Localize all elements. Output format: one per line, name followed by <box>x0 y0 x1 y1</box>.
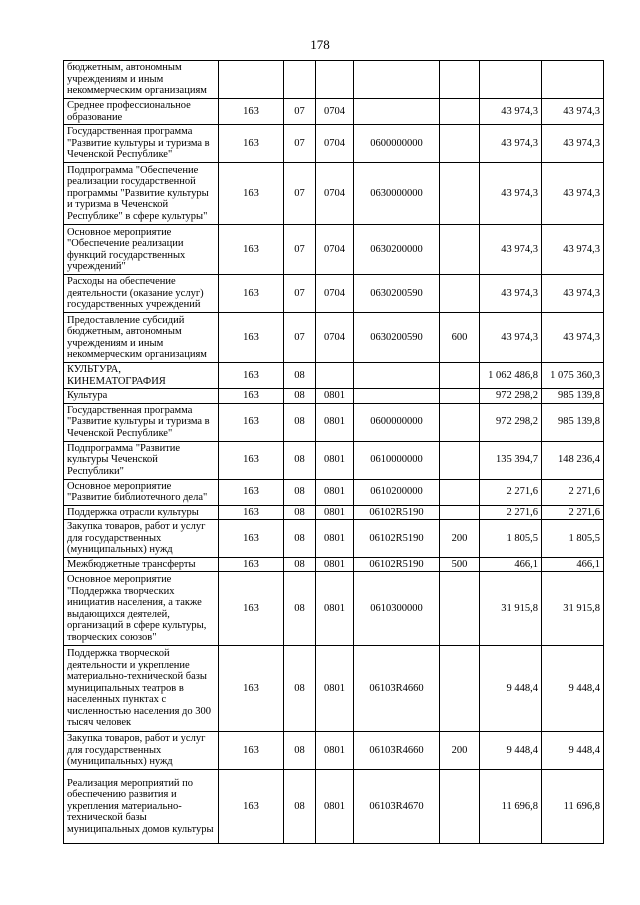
cell-vr <box>440 275 480 313</box>
cell-sum1 <box>480 61 542 99</box>
cell-vr <box>440 225 480 275</box>
cell-ved: 163 <box>219 646 284 732</box>
cell-sum1: 972 298,2 <box>480 403 542 441</box>
cell-pr: 0704 <box>316 313 354 363</box>
cell-sum1: 11 696,8 <box>480 770 542 844</box>
cell-vr: 500 <box>440 557 480 572</box>
cell-csr: 0610200000 <box>354 479 440 505</box>
cell-sum2: 2 271,6 <box>542 479 604 505</box>
cell-csr: 06103R4660 <box>354 646 440 732</box>
cell-ved: 163 <box>219 163 284 225</box>
cell-pr <box>316 363 354 389</box>
cell-ved: 163 <box>219 363 284 389</box>
table-row <box>64 225 604 275</box>
cell-name: Культура <box>64 389 219 404</box>
cell-rz: 08 <box>284 505 316 520</box>
cell-pr: 0704 <box>316 163 354 225</box>
cell-pr: 0704 <box>316 275 354 313</box>
cell-sum1: 43 974,3 <box>480 313 542 363</box>
cell-ved <box>219 61 284 99</box>
cell-csr: 0630200590 <box>354 275 440 313</box>
table-row <box>64 99 604 125</box>
cell-rz: 08 <box>284 441 316 479</box>
table-row <box>64 313 604 363</box>
cell-vr <box>440 646 480 732</box>
cell-sum1: 9 448,4 <box>480 646 542 732</box>
cell-name: Предоставление субсидий бюджетным, автономным учреждениям и иным некоммерческим организациям <box>64 313 219 363</box>
cell-vr <box>440 403 480 441</box>
cell-vr: 600 <box>440 313 480 363</box>
cell-pr: 0801 <box>316 389 354 404</box>
cell-ved: 163 <box>219 732 284 770</box>
cell-pr: 0704 <box>316 125 354 163</box>
cell-csr <box>354 363 440 389</box>
cell-csr <box>354 389 440 404</box>
cell-ved: 163 <box>219 572 284 646</box>
cell-ved: 163 <box>219 313 284 363</box>
cell-pr: 0801 <box>316 572 354 646</box>
cell-csr: 06103R4660 <box>354 732 440 770</box>
cell-vr <box>440 125 480 163</box>
cell-ved: 163 <box>219 770 284 844</box>
cell-sum2: 2 271,6 <box>542 505 604 520</box>
cell-vr <box>440 99 480 125</box>
cell-ved: 163 <box>219 403 284 441</box>
table-row <box>64 403 604 441</box>
cell-csr: 0600000000 <box>354 125 440 163</box>
cell-sum1: 1 805,5 <box>480 520 542 558</box>
cell-vr <box>440 163 480 225</box>
cell-csr: 06102R5190 <box>354 520 440 558</box>
cell-sum1: 135 394,7 <box>480 441 542 479</box>
table-row <box>64 275 604 313</box>
cell-vr <box>440 389 480 404</box>
table-body <box>64 61 604 844</box>
cell-sum1: 43 974,3 <box>480 163 542 225</box>
cell-name: Основное мероприятие "Развитие библиотечного дела" <box>64 479 219 505</box>
cell-csr: 0630200000 <box>354 225 440 275</box>
cell-name: Основное мероприятие "Поддержка творческих инициатив населения, а также выдающихся деятелей, организаций в сфере культуры, творческих союзов" <box>64 572 219 646</box>
cell-rz: 07 <box>284 125 316 163</box>
cell-sum2 <box>542 61 604 99</box>
cell-rz: 08 <box>284 770 316 844</box>
cell-ved: 163 <box>219 225 284 275</box>
cell-rz: 07 <box>284 275 316 313</box>
table-row <box>64 770 604 844</box>
cell-ved: 163 <box>219 441 284 479</box>
cell-sum1: 972 298,2 <box>480 389 542 404</box>
cell-sum2: 43 974,3 <box>542 163 604 225</box>
cell-vr <box>440 479 480 505</box>
cell-sum2: 1 075 360,3 <box>542 363 604 389</box>
cell-ved: 163 <box>219 505 284 520</box>
cell-sum2: 11 696,8 <box>542 770 604 844</box>
cell-ved: 163 <box>219 479 284 505</box>
table-row <box>64 479 604 505</box>
cell-rz: 08 <box>284 479 316 505</box>
cell-pr: 0801 <box>316 732 354 770</box>
cell-pr: 0801 <box>316 403 354 441</box>
cell-csr <box>354 99 440 125</box>
cell-ved: 163 <box>219 557 284 572</box>
cell-sum1: 43 974,3 <box>480 99 542 125</box>
table-row <box>64 125 604 163</box>
cell-name: бюджетным, автономным учреждениям и иным некоммерческим организациям <box>64 61 219 99</box>
cell-sum2: 466,1 <box>542 557 604 572</box>
cell-name: Реализация мероприятий по обеспечению развития и укрепления материально-технической базы муниципальных домов культуры <box>64 770 219 844</box>
cell-rz: 08 <box>284 363 316 389</box>
cell-name: Расходы на обеспечение деятельности (оказание услуг) государственных учреждений <box>64 275 219 313</box>
table-row <box>64 363 604 389</box>
cell-name: Среднее профессиональное образование <box>64 99 219 125</box>
cell-csr: 0630000000 <box>354 163 440 225</box>
cell-sum1: 43 974,3 <box>480 225 542 275</box>
cell-vr <box>440 363 480 389</box>
budget-table <box>63 60 604 844</box>
cell-csr: 0610000000 <box>354 441 440 479</box>
cell-csr: 06102R5190 <box>354 505 440 520</box>
cell-rz: 08 <box>284 646 316 732</box>
table-row <box>64 557 604 572</box>
table-row <box>64 646 604 732</box>
cell-csr: 0600000000 <box>354 403 440 441</box>
cell-sum2: 148 236,4 <box>542 441 604 479</box>
cell-ved: 163 <box>219 99 284 125</box>
cell-vr <box>440 572 480 646</box>
cell-pr: 0801 <box>316 770 354 844</box>
cell-rz: 07 <box>284 313 316 363</box>
cell-csr: 0630200590 <box>354 313 440 363</box>
cell-sum1: 9 448,4 <box>480 732 542 770</box>
table-row <box>64 163 604 225</box>
cell-pr: 0704 <box>316 99 354 125</box>
table-row <box>64 441 604 479</box>
cell-sum2: 43 974,3 <box>542 99 604 125</box>
cell-sum2: 43 974,3 <box>542 125 604 163</box>
cell-ved: 163 <box>219 389 284 404</box>
cell-sum2: 985 139,8 <box>542 389 604 404</box>
cell-rz: 08 <box>284 732 316 770</box>
cell-sum2: 1 805,5 <box>542 520 604 558</box>
cell-pr: 0801 <box>316 520 354 558</box>
cell-sum2: 9 448,4 <box>542 732 604 770</box>
cell-rz: 08 <box>284 403 316 441</box>
cell-name: Закупка товаров, работ и услуг для государственных (муниципальных) нужд <box>64 520 219 558</box>
cell-csr <box>354 61 440 99</box>
cell-sum1: 466,1 <box>480 557 542 572</box>
cell-name: Государственная программа "Развитие культуры и туризма в Чеченской Республике" <box>64 125 219 163</box>
cell-csr: 06102R5190 <box>354 557 440 572</box>
cell-sum1: 1 062 486,8 <box>480 363 542 389</box>
cell-sum2: 43 974,3 <box>542 275 604 313</box>
table-row <box>64 572 604 646</box>
cell-csr: 06103R4670 <box>354 770 440 844</box>
cell-name: КУЛЬТУРА, КИНЕМАТОГРАФИЯ <box>64 363 219 389</box>
cell-rz: 08 <box>284 389 316 404</box>
cell-name: Поддержка отрасли культуры <box>64 505 219 520</box>
cell-csr: 0610300000 <box>354 572 440 646</box>
cell-sum1: 2 271,6 <box>480 505 542 520</box>
cell-sum2: 31 915,8 <box>542 572 604 646</box>
table-row <box>64 505 604 520</box>
table-row <box>64 520 604 558</box>
cell-name: Поддержка творческой деятельности и укрепление материально-технической базы муниципальных театров в населенных пунктах с численностью населения до 300 тысяч человек <box>64 646 219 732</box>
table-row <box>64 389 604 404</box>
cell-sum2: 9 448,4 <box>542 646 604 732</box>
cell-name: Государственная программа "Развитие культуры и туризма в Чеченской Республике" <box>64 403 219 441</box>
cell-ved: 163 <box>219 275 284 313</box>
cell-sum2: 985 139,8 <box>542 403 604 441</box>
cell-vr: 200 <box>440 732 480 770</box>
cell-sum1: 31 915,8 <box>480 572 542 646</box>
cell-ved: 163 <box>219 125 284 163</box>
cell-sum2: 43 974,3 <box>542 313 604 363</box>
cell-vr <box>440 441 480 479</box>
cell-vr <box>440 61 480 99</box>
cell-name: Подпрограмма "Развитие культуры Чеченской Республики" <box>64 441 219 479</box>
cell-pr: 0801 <box>316 479 354 505</box>
cell-pr: 0801 <box>316 557 354 572</box>
cell-name: Основное мероприятие "Обеспечение реализации функций государственных учреждений" <box>64 225 219 275</box>
cell-rz: 07 <box>284 225 316 275</box>
cell-ved: 163 <box>219 520 284 558</box>
cell-sum1: 43 974,3 <box>480 275 542 313</box>
table-row <box>64 732 604 770</box>
cell-sum1: 2 271,6 <box>480 479 542 505</box>
cell-sum2: 43 974,3 <box>542 225 604 275</box>
cell-rz: 08 <box>284 557 316 572</box>
cell-vr <box>440 505 480 520</box>
cell-pr: 0801 <box>316 505 354 520</box>
cell-pr: 0704 <box>316 225 354 275</box>
cell-rz: 07 <box>284 163 316 225</box>
cell-rz: 07 <box>284 99 316 125</box>
table-row <box>64 61 604 99</box>
page-number: 178 <box>310 37 330 52</box>
cell-name: Межбюджетные трансферты <box>64 557 219 572</box>
cell-name: Подпрограмма "Обеспечение реализации государственной программы "Развитие культуры и туризма в Чеченской Республике" в сфере культуры" <box>64 163 219 225</box>
cell-pr: 0801 <box>316 441 354 479</box>
cell-rz <box>284 61 316 99</box>
cell-rz: 08 <box>284 572 316 646</box>
cell-rz: 08 <box>284 520 316 558</box>
cell-vr <box>440 770 480 844</box>
cell-pr: 0801 <box>316 646 354 732</box>
cell-vr: 200 <box>440 520 480 558</box>
cell-pr <box>316 61 354 99</box>
cell-sum1: 43 974,3 <box>480 125 542 163</box>
cell-name: Закупка товаров, работ и услуг для государственных (муниципальных) нужд <box>64 732 219 770</box>
